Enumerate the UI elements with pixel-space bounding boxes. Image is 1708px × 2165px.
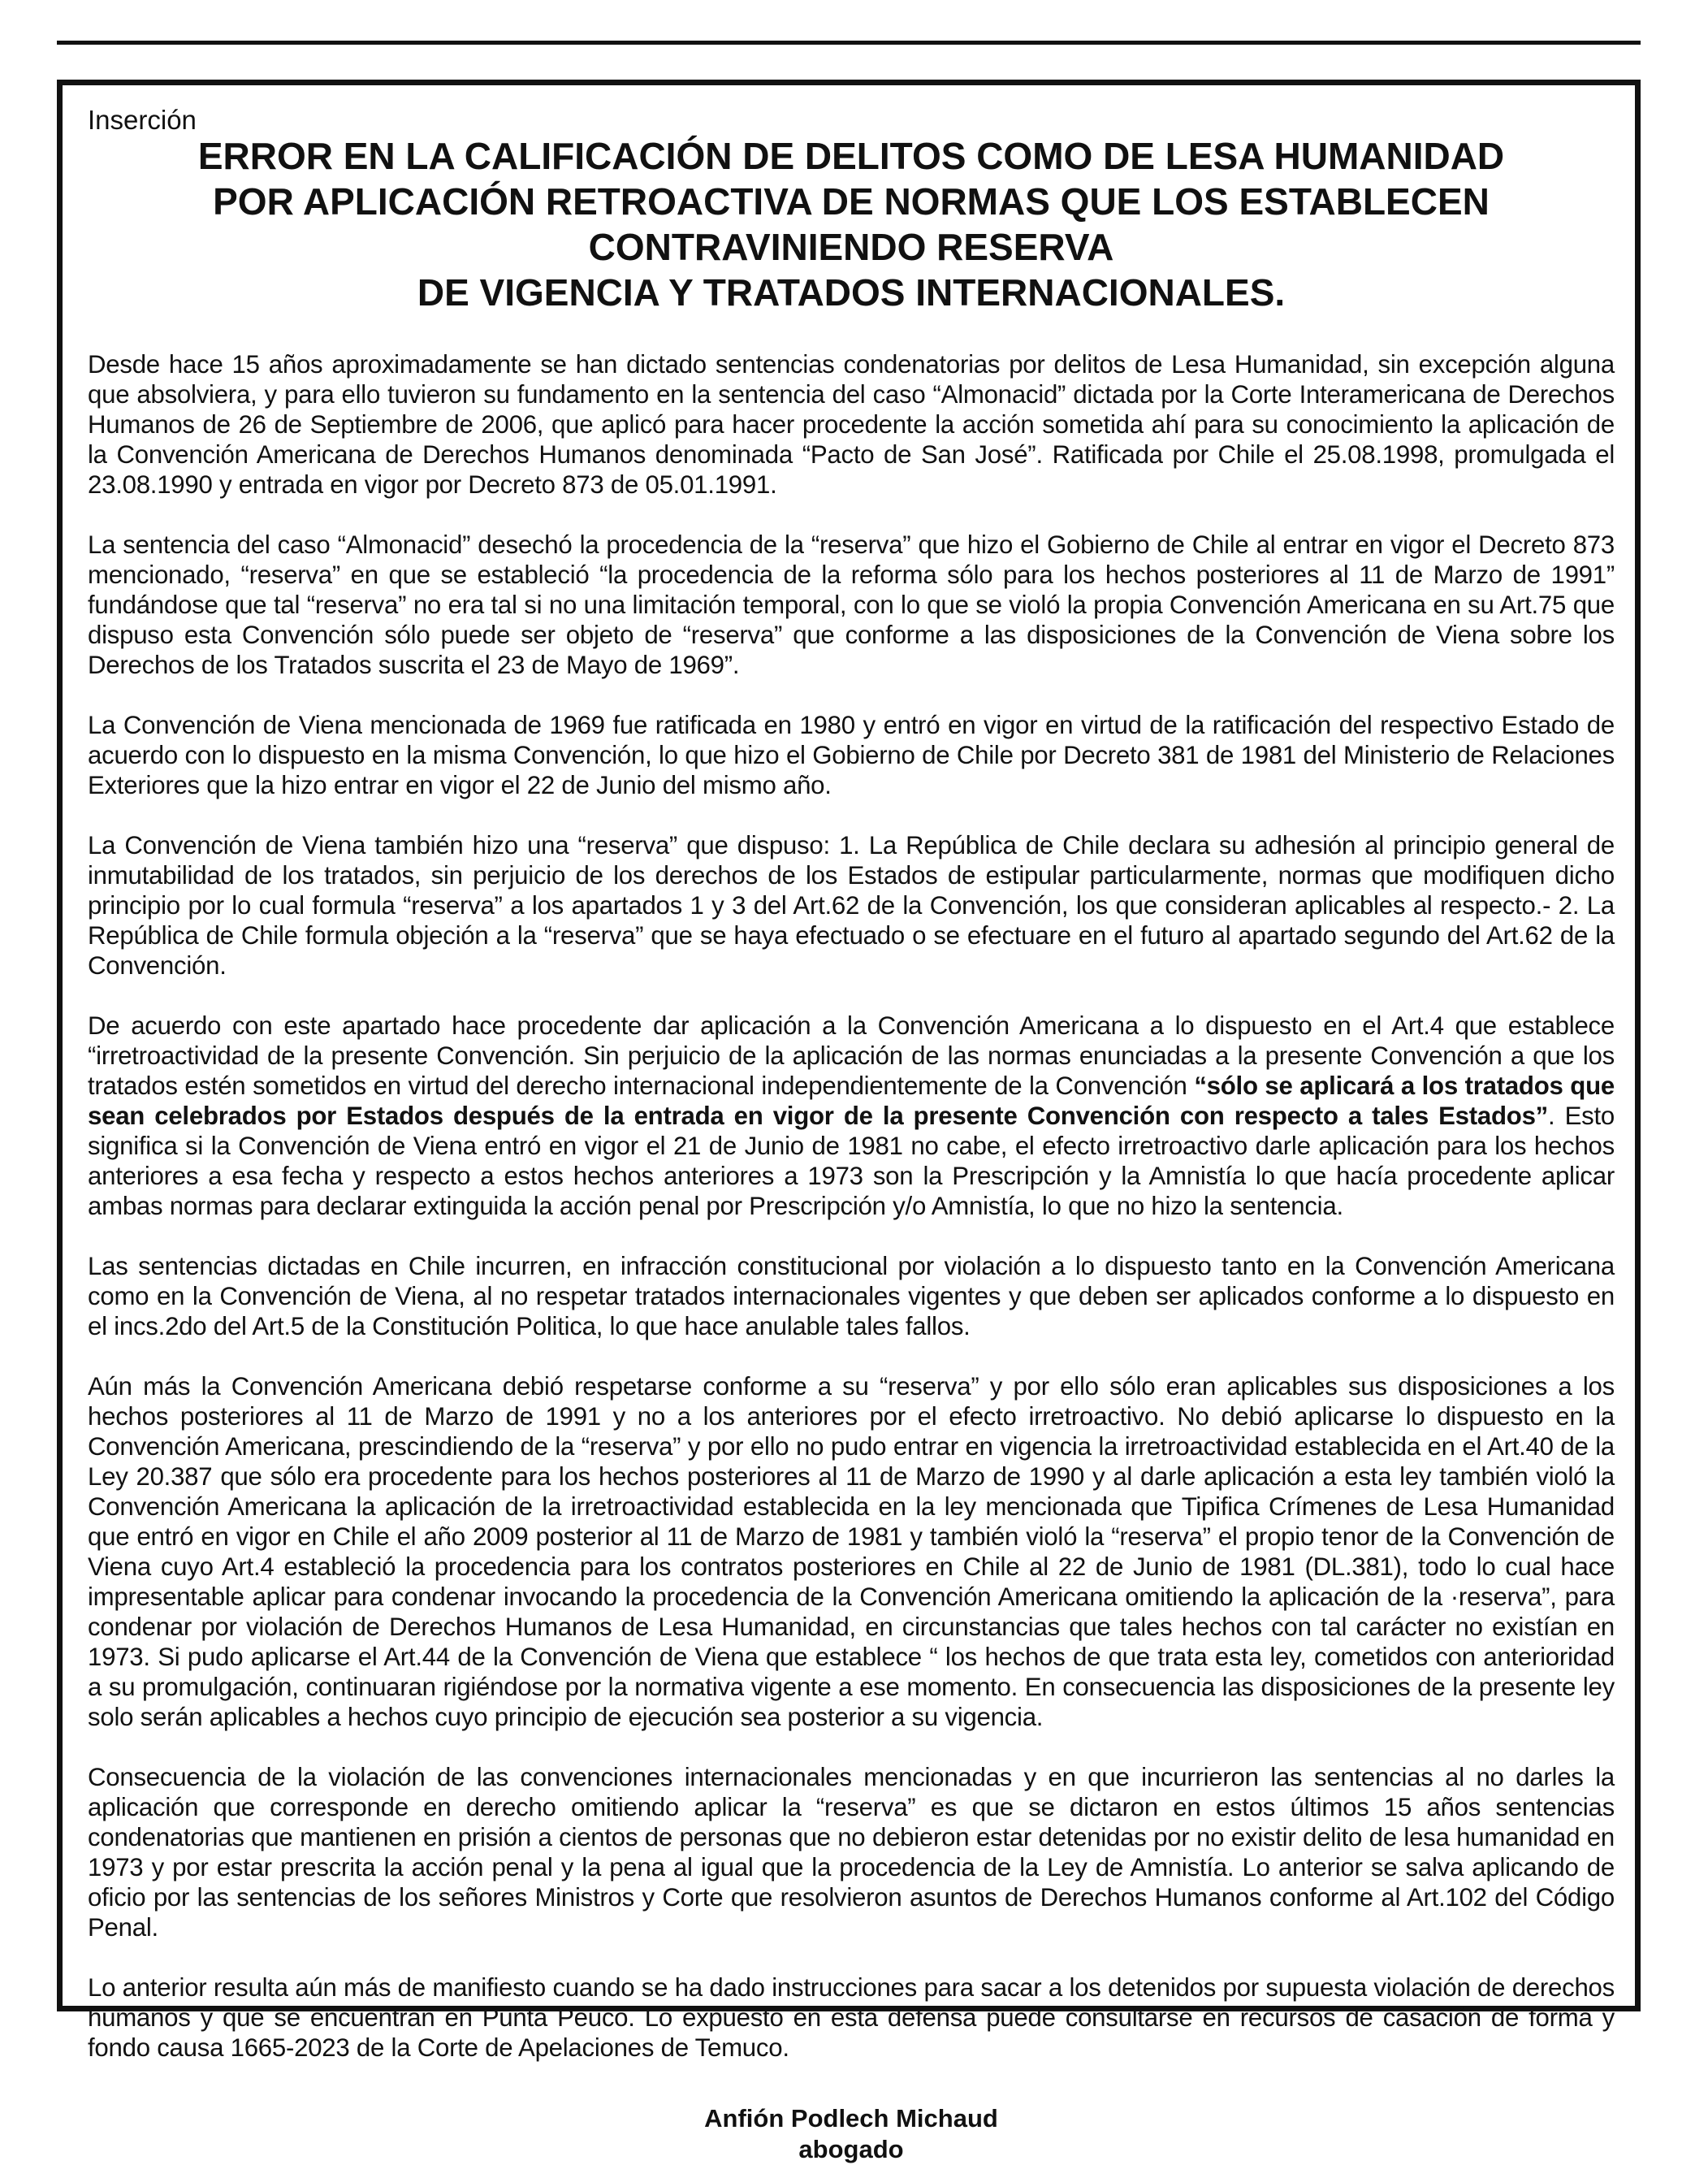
paragraph-text: De acuerdo con este apartado hace procedente dar aplicación a la Convención Americana a lo dispuesto en el Art.4 que establece “irretroactividad de la presente Convención. Sin perjuicio de la aplicación de las normas enunciadas a la presente Convención a que los tratados estén sometidos en virtud del derecho internacional independientemente de la Convención (88, 1011, 1615, 1100)
body-paragraph: Consecuencia de la violación de las convenciones internacionales mencionadas y en que incurrieron las sentencias al no darles la aplicación que corresponde en derecho omitiendo aplicar la “reserva” es que se dictaron en estos últimos 15 años sentencias condenatorias que mantienen en prisión a cientos de personas que no debieron estar detenidas por no existir delito de lesa humanidad en 1973 y por estar prescrita la acción penal y la pena al igual que la procedencia de la Ley de Amnistía. Lo anterior se salva aplicando de oficio por las sentencias de los señores Ministros y Corte que resolvieron asuntos de Derechos Humanos conforme al Art.102 del Código Penal. (88, 1763, 1615, 1942)
body-paragraph: Aún más la Convención Americana debió respetarse conforme a su “reserva” y por ello sólo eran aplicables sus disposiciones a los hechos posteriores al 11 de Marzo de 1991 y no a los anteriores por el efecto irretroactivo. No debió aplicarse lo dispuesto en la Convención Americana, prescindiendo de la “reserva” y por ello no pudo entrar en vigencia la irretroactividad establecida en el Art.40 de la Ley 20.387 que sólo era procedente para los hechos posteriores al 11 de Marzo de 1990 y al darle aplicación a esta ley también violó la Convención Americana la aplicación de la irretroactividad establecida en la ley mencionada que Tipifica Crímenes de Lesa Humanidad que entró en vigor en Chile el año 2009 posterior al 11 de Marzo de 1981 y también violó la “reserva” el propio tenor de la Convención de Viena cuyo Art.4 estableció la procedencia para los contratos posteriores en Chile al 22 de Junio de 1981 (DL.381), todo lo cual hace impresentable aplicar para condenar invocando la procedencia de la Convención Americana omitiendo la aplicación de la ·reserva”, para condenar por violación de Derechos Humanos de Lesa Humanidad, en circunstancias que tales hechos con tal carácter no existían en 1973. Si pudo aplicarse el Art.44 de la Convención de Viena que establece “ los hechos de que trata esta ley, cometidos con anterioridad a su promulgación, continuaran rigiéndose por la normativa vigente a ese momento. En consecuencia las disposiciones de la presente ley solo serán aplicables a hechos cuyo principio de ejecución sea posterior a su vigencia. (88, 1372, 1615, 1731)
body-paragraph (88, 1011, 1615, 1221)
body-paragraph: Lo anterior resulta aún más de manifiesto cuando se ha dado instrucciones para sacar a los detenidos por supuesta violación de derechos humanos y que se encuentran en Punta Peuco. Lo expuesto en esta defensa puede consultarse en recursos de casación de forma y fondo causa 1665-2023 de la Corte de Apelaciones de Temuco. (88, 1973, 1615, 2062)
bold-quote: “sólo se aplicará a los tratados que sean celebrados por Estados después de la entrada en vigor de la presente Convención con respecto a tales Estados” (88, 1072, 1615, 1130)
body-paragraph: Desde hace 15 años aproximadamente se han dictado sentencias condenatorias por delitos de Lesa Humanidad, sin excepción alguna que absolviera, y para ello tuvieron su fundamento en la sentencia del caso “Almonacid” dictada por la Corte Interamericana de Derechos Humanos de 26 de Septiembre de 2006, que aplicó para hacer procedente la acción sometida ahí para su conocimiento la aplicación de la Convención Americana de Derechos Humanos denominada “Pacto de San José”. Ratificada por Chile el 25.08.1998, promulgada el 23.08.1990 y entrada en vigor por Decreto 873 de 05.01.1991. (88, 350, 1615, 499)
signature-block (88, 2103, 1615, 2165)
headline-line: ERROR EN LA CALIFICACIÓN DE DELITOS COMO DE LESA HUMANIDAD (197, 135, 1505, 177)
insertion-content (88, 104, 1615, 2165)
body-paragraph: La sentencia del caso “Almonacid” desechó la procedencia de la “reserva” que hizo el Gobierno de Chile al entrar en vigor el Decreto 873 mencionado, “reserva” en que se estableció “la procedencia de la reforma sólo para los hechos posteriores al 11 de Marzo de 1991” fundándose que tal “reserva” no era tal si no una limitación temporal, con lo que se violó la propia Convención Americana en su Art.75 que dispuso esta Convención sólo puede ser objeto de “reserva” que conforme a las disposiciones de la Convención de Viena sobre los Derechos de los Tratados suscrita el 23 de Mayo de 1969”. (88, 530, 1615, 679)
body-paragraph: La Convención de Viena también hizo una “reserva” que dispuso: 1. La República de Chile declara su adhesión al principio general de inmutabilidad de los tratados, sin perjuicio de los derechos de los Estados de estipular particularmente, normas que modifiquen dicho principio por lo cual formula “reserva” a los apartados 1 y 3 del Art.62 de la Convención, los que consideran aplicables al respecto.- 2. La República de Chile formula objeción a la “reserva” que se haya efectuado o se efectuare en el futuro al apartado segundo del Art.62 de la Convención. (88, 831, 1615, 980)
insertion-label: Inserción (88, 105, 197, 135)
paragraph-text: . Esto significa si la Convención de Viena entró en vigor el 21 de Junio de 1981 no cabe, el efecto irretroactivo darle aplicación para los hechos anteriores a esa fecha y respecto a estos hechos anteriores a 1973 son la Prescripción y la Amnistía lo que hacía procedente aplicar ambas normas para declarar extinguida la acción penal por Prescripción y/o Amnistía, lo que no hizo la sentencia. (88, 1102, 1615, 1220)
headline (88, 133, 1615, 315)
top-rule (57, 41, 1641, 45)
body-paragraph: Las sentencias dictadas en Chile incurren, en infracción constitucional por violación a lo dispuesto tanto en la Convención Americana como en la Convención de Viena, al no respetar tratados internacionales vigentes y que deben ser aplicados conforme a lo dispuesto en el incs.2do del Art.5 de la Constitución Politica, lo que hace anulable tales fallos. (88, 1252, 1615, 1340)
headline-line: POR APLICACIÓN RETROACTIVA DE NORMAS QUE LOS ESTABLECEN CONTRAVINIENDO RESERVA (213, 180, 1490, 268)
headline-line: DE VIGENCIA Y TRATADOS INTERNACIONALES. (417, 271, 1286, 314)
body-paragraph: La Convención de Viena mencionada de 1969 fue ratificada en 1980 y entró en vigor en virtud de la ratificación del respectivo Estado de acuerdo con lo dispuesto en la misma Convención, lo que hizo el Gobierno de Chile por Decreto 381 de 1981 del Ministerio de Relaciones Exteriores que la hizo entrar en vigor el 22 de Junio del mismo año. (88, 711, 1615, 799)
signature-name: Anfión Podlech Michaud (704, 2104, 998, 2133)
signature-role: abogado (798, 2135, 904, 2163)
